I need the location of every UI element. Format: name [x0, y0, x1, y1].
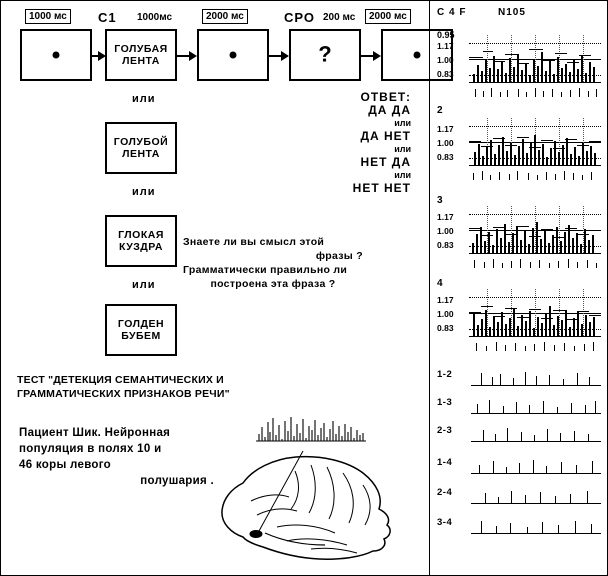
crosscorr-label-2-3: 2-3 — [437, 425, 453, 436]
panel-header-right: N105 — [498, 7, 526, 18]
alternative-box-1 — [105, 122, 177, 174]
channel-4-ytick-top: 1.17 — [437, 295, 454, 305]
answer-option-4: НЕТ НЕТ — [352, 181, 411, 195]
fixation-dot-icon — [53, 52, 60, 59]
fixation-box-2 — [197, 29, 269, 81]
channel-1-ytick-bot: 0.83 — [437, 69, 454, 79]
channel-4-ytick-bot: 0.83 — [437, 323, 454, 333]
channel-plot-1 — [437, 23, 603, 99]
fixation-dot-icon — [230, 52, 237, 59]
channel-3-number: 3 — [437, 195, 443, 206]
channel-1-raster — [469, 87, 601, 99]
answer-or-2: или — [394, 144, 411, 154]
channel-3-raster — [469, 258, 601, 270]
answer-title: ОТВЕТ: — [360, 90, 411, 104]
channel-4-axes — [469, 289, 601, 337]
patient-note-line-3: 46 коры левого — [19, 459, 112, 471]
answer-option-1: ДА ДА — [368, 103, 411, 117]
channel-2-axes — [469, 118, 601, 166]
channel-2-ytick-top: 1.17 — [437, 124, 454, 134]
crosscorr-label-1-4: 1-4 — [437, 457, 453, 468]
answer-block — [301, 91, 411, 195]
panel-scale-top: 0.95 — [437, 30, 455, 40]
question-line-1: Знаете ли вы смысл этой — [183, 236, 325, 248]
answer-option-3: НЕТ ДА — [360, 155, 411, 169]
channel-4-raster — [469, 341, 601, 353]
answer-option-2: ДА НЕТ — [360, 129, 411, 143]
patient-note-line-2: популяция в полях 10 и — [19, 443, 162, 455]
crosscorr-label-1-3: 1-3 — [437, 397, 453, 408]
marker-c1: C1 — [98, 10, 117, 25]
time-label-2: 1000мс — [137, 12, 173, 23]
alternative-line-3b: БУБЕМ — [121, 330, 161, 342]
channel-1-axes — [469, 35, 601, 83]
panel-header-left: C 4 F — [437, 7, 467, 18]
patient-note-line-1: Пациент Шик. Нейронная — [19, 427, 171, 439]
test-title-line-1: ТЕСТ "ДЕТЕКЦИЯ СЕМАНТИЧЕСКИХ И — [17, 374, 224, 386]
marker-cpo: СРО — [284, 10, 315, 25]
alternative-line-1b: ЛЕНТА — [122, 148, 160, 160]
question-line-4: построена эта фраза ? — [210, 278, 336, 290]
question-line-3: Грамматически правильно ли — [183, 264, 348, 276]
stimulus-word-value-1: ГОЛУБАЯ ЛЕНТА — [114, 43, 168, 67]
fixation-box-1 — [20, 29, 92, 81]
alternative-line-2a: ГЛОКАЯ — [118, 229, 164, 241]
crosscorr-label-2-4: 2-4 — [437, 487, 453, 498]
alternative-line-1a: ГОЛУБОЙ — [113, 136, 169, 148]
panel-divider — [429, 1, 430, 576]
crosscorr-label-3-4: 3-4 — [437, 517, 453, 528]
stimulus-word-text-1 — [107, 43, 175, 67]
crosscorr-label-1-2: 1-2 — [437, 369, 453, 380]
time-label-4: 200 мс — [323, 12, 356, 23]
channel-1-ytick-mid: 1.00 — [437, 55, 454, 65]
test-title — [17, 373, 257, 401]
channel-2-ytick-bot: 0.83 — [437, 152, 454, 162]
channel-4-number: 4 — [437, 278, 443, 289]
channel-2-ytick-mid: 1.00 — [437, 138, 454, 148]
channel-2-raster — [469, 170, 601, 182]
question-line-2: фразы ? — [315, 250, 363, 262]
alternative-box-3 — [105, 304, 177, 356]
alternative-line-2b: КУЗДРА — [119, 241, 163, 253]
channel-3-ytick-bot: 0.83 — [437, 240, 454, 250]
fixation-dot-icon — [414, 52, 421, 59]
channel-3-ytick-mid: 1.00 — [437, 226, 454, 236]
stimulus-word-box-1 — [105, 29, 177, 81]
time-label-5: 2000 мс — [365, 9, 411, 24]
question-mark-text: ? — [318, 41, 332, 67]
patient-note-line-4: полушария . — [140, 475, 214, 487]
channel-plot-3 — [437, 196, 603, 272]
channel-1-ytick-top: 1.17 — [437, 41, 454, 51]
alternative-box-2 — [105, 215, 177, 267]
brain-diagram — [191, 441, 421, 571]
or-label-2: или — [132, 186, 156, 198]
patient-note — [19, 425, 214, 489]
question-box — [289, 29, 361, 81]
channel-3-ytick-top: 1.17 — [437, 212, 454, 222]
channel-4-ytick-mid: 1.00 — [437, 309, 454, 319]
or-label-3: или — [132, 279, 156, 291]
time-label-3: 2000 мс — [202, 9, 248, 24]
channel-plot-2 — [437, 106, 603, 182]
question-text-block — [183, 235, 363, 291]
or-label-1: или — [132, 93, 156, 105]
answer-or-1: или — [394, 118, 411, 128]
channel-3-axes — [469, 206, 601, 254]
channel-2-number: 2 — [437, 105, 443, 116]
answer-or-3: или — [394, 170, 411, 180]
channel-plot-4 — [437, 279, 603, 355]
time-label-1: 1000 мс — [25, 9, 71, 24]
test-title-line-2: ГРАММАТИЧЕСКИХ ПРИЗНАКОВ РЕЧИ" — [17, 388, 230, 400]
alternative-line-3a: ГОЛДЕН — [117, 318, 165, 330]
